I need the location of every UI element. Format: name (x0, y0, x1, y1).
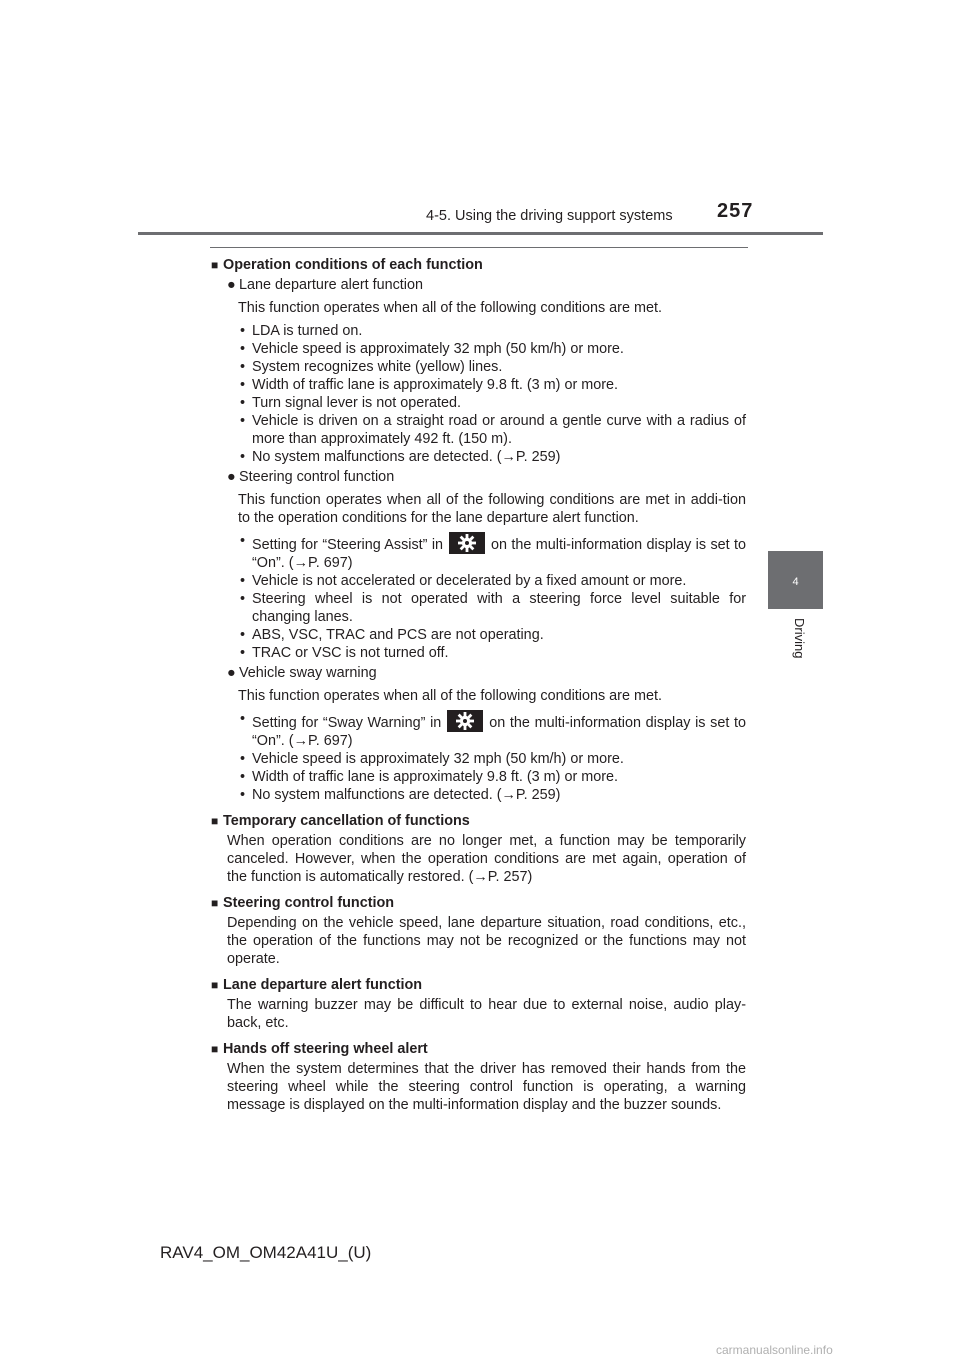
section-body: When the system determines that the driver has removed their hands from the steering wheel while the steering control function is operating, a warning message is displayed on the multi-information display and the buzzer sounds. (227, 1061, 746, 1113)
list-item: • TRAC or VSC is not turned off. (240, 645, 449, 661)
square-bullet-icon: ■ (211, 896, 219, 910)
section-heading: ■ Steering control function (211, 895, 395, 911)
condition-list (238, 322, 746, 466)
chapter-number: 4 (792, 576, 799, 588)
list-item: • Width of traffic lane is approximately 9.8 ft. (3 m) or more. (240, 377, 619, 393)
section-body: When operation conditions are no longer met, a function may be temporarily canceled. However, when the operation conditions are met again, operation of the function is automatically restored. (→P. 257) (227, 833, 746, 885)
list-item: • ABS, VSC, TRAC and PCS are not operating. (240, 627, 544, 643)
function-intro: This function operates when all of the following conditions are met. (238, 688, 662, 704)
section-body: Depending on the vehicle speed, lane departure situation, road conditions, etc., the operation of the functions may not be recognized or the functions may not operate. (227, 915, 746, 967)
list-item: • Steering wheel is not operated with a steering force level suitable for changing lanes. (240, 591, 746, 625)
function-intro: This function operates when all of the following conditions are met in addi-tion to the operation conditions for the lane departure alert function. (238, 492, 746, 526)
section-heading: ■ Hands off steering wheel alert (211, 1041, 428, 1057)
list-item: • Turn signal lever is not operated. (240, 395, 462, 411)
list-item: • Width of traffic lane is approximately 9.8 ft. (3 m) or more. (240, 769, 619, 785)
square-bullet-icon: ■ (211, 1042, 219, 1056)
list-item: • Setting for “Sway Warning” in on the multi-information display is set to “On”. (→P. 697) (240, 711, 746, 749)
list-item: • Vehicle is driven on a straight road or around a gentle curve with a radius of more than approximately 492 ft. (150 m). (240, 413, 746, 447)
page-content (211, 256, 746, 1114)
chapter-label: Driving (792, 618, 807, 659)
list-item: • Setting for “Steering Assist” in on the multi-information display is set to “On”. (→P. 697) (240, 533, 747, 571)
header-divider (138, 232, 823, 235)
function-title: ● Vehicle sway warning (227, 665, 377, 681)
circle-bullet-icon: ● (227, 665, 236, 681)
header-section-title: 4-5. Using the driving support systems (426, 208, 673, 224)
function-title: ● Steering control function (227, 469, 395, 485)
list-item: • No system malfunctions are detected. (→P. 259) (240, 449, 561, 465)
list-item: • LDA is turned on. (240, 323, 363, 339)
section-body: The warning buzzer may be difficult to hear due to external noise, audio play-back, etc. (227, 997, 746, 1031)
list-item: • Vehicle speed is approximately 32 mph (50 km/h) or more. (240, 341, 624, 357)
section-divider (210, 247, 748, 248)
circle-bullet-icon: ● (227, 469, 236, 485)
watermark: carmanualsonline.info (716, 1343, 833, 1357)
section-heading: ■ Temporary cancellation of functions (211, 813, 470, 829)
square-bullet-icon: ■ (211, 814, 219, 828)
gear-icon (449, 532, 485, 554)
function-title: ● Lane departure alert function (227, 277, 424, 293)
square-bullet-icon: ■ (211, 258, 219, 272)
function-intro: This function operates when all of the following conditions are met. (238, 300, 662, 316)
section-heading: ■ Lane departure alert function (211, 977, 423, 993)
list-item: • No system malfunctions are detected. (→P. 259) (240, 787, 561, 803)
circle-bullet-icon: ● (227, 277, 236, 293)
document-code: RAV4_OM_OM42A41U_(U) (160, 1243, 372, 1262)
gear-icon (447, 710, 483, 732)
section-heading: ■ Operation conditions of each function (211, 257, 483, 273)
list-item: • Vehicle is not accelerated or decelerated by a fixed amount or more. (240, 573, 687, 589)
chapter-tab (768, 551, 823, 609)
page-number: 257 (717, 200, 754, 222)
condition-list (238, 532, 746, 662)
list-item: • System recognizes white (yellow) lines. (240, 359, 503, 375)
condition-list (238, 710, 746, 804)
list-item: • Vehicle speed is approximately 32 mph (50 km/h) or more. (240, 751, 624, 767)
square-bullet-icon: ■ (211, 978, 219, 992)
